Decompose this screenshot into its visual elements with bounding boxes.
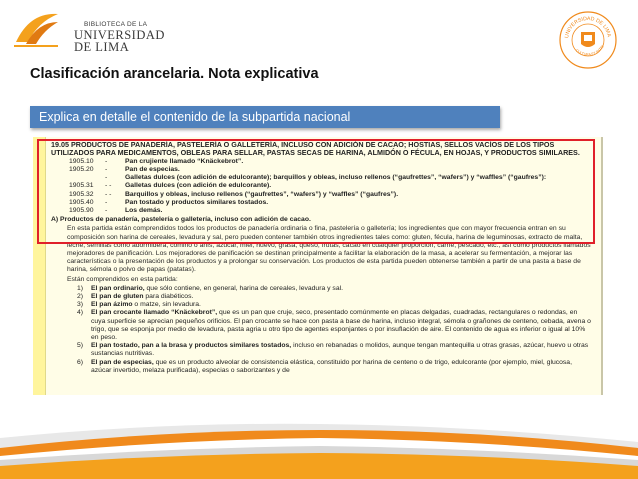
subheading-dash: - <box>105 157 108 165</box>
list-item-bold: El pan tostado, pan a la brasa y productos similares tostados, <box>91 342 292 350</box>
list-item <box>51 309 591 342</box>
subheading-text: Pan de especias. <box>125 166 180 174</box>
list-item-bold: El pan ordinario, <box>91 284 145 292</box>
list-item-body <box>91 359 591 375</box>
list-item-number: 2) <box>77 293 84 301</box>
library-logo-icon <box>12 8 62 50</box>
library-logo <box>12 8 202 54</box>
list-item-text: que es un pan que cruje, seco, presentado comúnmente en placas delgadas, cuadradas, rectangulares o redondas, en cuya superficie se aprecian pequeños orificios. El pan crocante se hace con pasta a base de harina, incluso integral, sémola o grañones de centeno, cebada, avena o trigo, que se esponja por medio de levadura, pasta agria u otro tipo de agentes esponjantes o por insuflación de aire. El contenido de agua es inferior o igual al 10% en peso. <box>91 309 591 342</box>
section-a-title: A) Productos de panadería, pastelería o galletería, incluso con adición de cacao. <box>51 216 311 224</box>
list-item-number: 1) <box>77 284 84 292</box>
seal-text-top: UNIVERSIDAD DE LIMA <box>564 15 612 39</box>
subheading-text: Los demás. <box>125 207 163 215</box>
list-item-text: o matze, sin levadura. <box>132 301 201 309</box>
subheading-text: Galletas dulces (con adición de edulcorante); barquillos y obleas, incluso rellenos (“gaufrettes”, “wafers”) y “waffles” (“gaufres”): <box>125 174 547 182</box>
subheading-dash: - - <box>105 182 112 190</box>
list-item-number: 6) <box>77 358 84 366</box>
highlight-box <box>37 139 595 244</box>
subheading-dash: - - <box>105 190 112 198</box>
subheading-code: 1905.10 <box>69 157 94 165</box>
list-item-bold: El pan de gluten <box>91 293 144 301</box>
subheading-text: Barquillos y obleas, incluso rellenos (“gaufrettes”, “wafers”) y “waffles” (“gaufres”). <box>125 190 399 198</box>
subheading-text: Pan crujiente llamado “Knäckebrot”. <box>125 157 244 165</box>
subheading-dash: - <box>105 207 108 215</box>
list-item-text: que sólo contiene, en general, harina de cereales, levadura y sal. <box>144 284 344 292</box>
subheading-code: 1905.90 <box>69 207 94 215</box>
list-item <box>51 301 591 309</box>
list-item-bold: El pan de especias, <box>91 358 154 366</box>
list-item-bold: El pan crocante llamado “Knäckebrot”, <box>91 309 218 317</box>
list-item <box>51 285 591 293</box>
included-items-list <box>51 285 591 375</box>
list-item-number: 3) <box>77 301 84 309</box>
heading-text: PRODUCTOS DE PANADERÍA, PASTELERÍA O GALLETERÍA, INCLUSO CON ADICIÓN DE CACAO; HOSTIAS, SELLOS VACÍOS DE LOS TIPOS UTILIZADOS PARA MEDICAMENTOS, OBLEAS PARA SELLAR, PASTAS SECAS DE HARINA, ALMIDÓN O FÉCULA, EN HOJAS, Y PRODUCTOS SIMILARES. <box>51 140 580 158</box>
list-item-body <box>91 309 591 342</box>
subheading-code: 1905.31 <box>69 182 94 190</box>
list-item-number: 4) <box>77 309 84 317</box>
heading-code: 19.05 <box>51 140 69 149</box>
logo-line-2: UNIVERSIDAD <box>74 27 165 42</box>
seal-text-bottom: CULTURA ET PATRI <box>574 44 605 57</box>
logo-line-1: BIBLIOTECA DE LA <box>84 21 148 28</box>
list-item-text: incluso en rebanadas o molidos, aunque tengan mantequilla u otras grasas, azúcar, huevo u otras sustancias nutritivas. <box>91 342 589 358</box>
subheading-dash: - <box>105 174 108 182</box>
list-item-body <box>91 293 193 301</box>
list-item-text: para diabéticos. <box>143 293 194 301</box>
paragraph-1: En esta partida están comprendidos todos los productos de panadería ordinaria o fina, pastelería o galletería; los ingredientes que con mayor frecuencia entran en su composición son harina de cereales, levadura y sal, pero pueden contener también otros ingredientes tales como: gluten, fécula, harina de leguminosas, extracto de malta, leche, semillas como adormidera, comino o anís, azúcar, miel, huevo, grasa, queso, frutas, cacao en cualquier proporción, carne, pescado, etc., así como productos llamados mejoradores de panificación. Los mejoradores de panificación se destinan principalmente a facilitar la elaboración de la masa, a acelerar su fermentación, a mejorar las características o la presentación de los productos y a prolongar su conservación. Los productos de esta partida pueden obtenerse también a partir de una pasta a base de harina, sémola o polvo de papas (patatas). <box>67 225 591 274</box>
list-item <box>51 293 591 301</box>
subheading-dash: - <box>105 166 108 174</box>
paragraph-2: Están comprendidos en esta partida: <box>67 275 178 283</box>
list-item-body <box>91 301 201 309</box>
subheading-text: Pan tostado y productos similares tostados. <box>125 198 269 206</box>
list-item-text: que es un producto alveolar de consistencia elástica, constituido por harina de centeno o de trigo, edulcorante (por ejemplo, miel, glucosa, azúcar invertido, melaza purificada), especias o saborizantes y de <box>91 358 572 374</box>
list-item-body <box>91 285 343 293</box>
list-item-bold: El pan ázimo <box>91 301 133 309</box>
footer-waves <box>0 408 638 479</box>
subheading-code: 1905.40 <box>69 198 94 206</box>
subheading-code: 1905.32 <box>69 190 94 198</box>
subtitle-banner: Explica en detalle el contenido de la subpartida nacional <box>30 106 500 128</box>
slide-title: Clasificación arancelaria. Nota explicativa <box>30 66 319 82</box>
subheading-code: 1905.20 <box>69 166 94 174</box>
logo-line-3: DE LIMA <box>74 40 130 54</box>
list-item-number: 5) <box>77 342 84 350</box>
list-item-body <box>91 342 591 358</box>
subheading-dash: - <box>105 198 108 206</box>
university-seal <box>558 10 618 70</box>
list-item <box>51 359 591 375</box>
subheading-text: Galletas dulces (con adición de edulcorante). <box>125 182 272 190</box>
list-item <box>51 342 591 358</box>
